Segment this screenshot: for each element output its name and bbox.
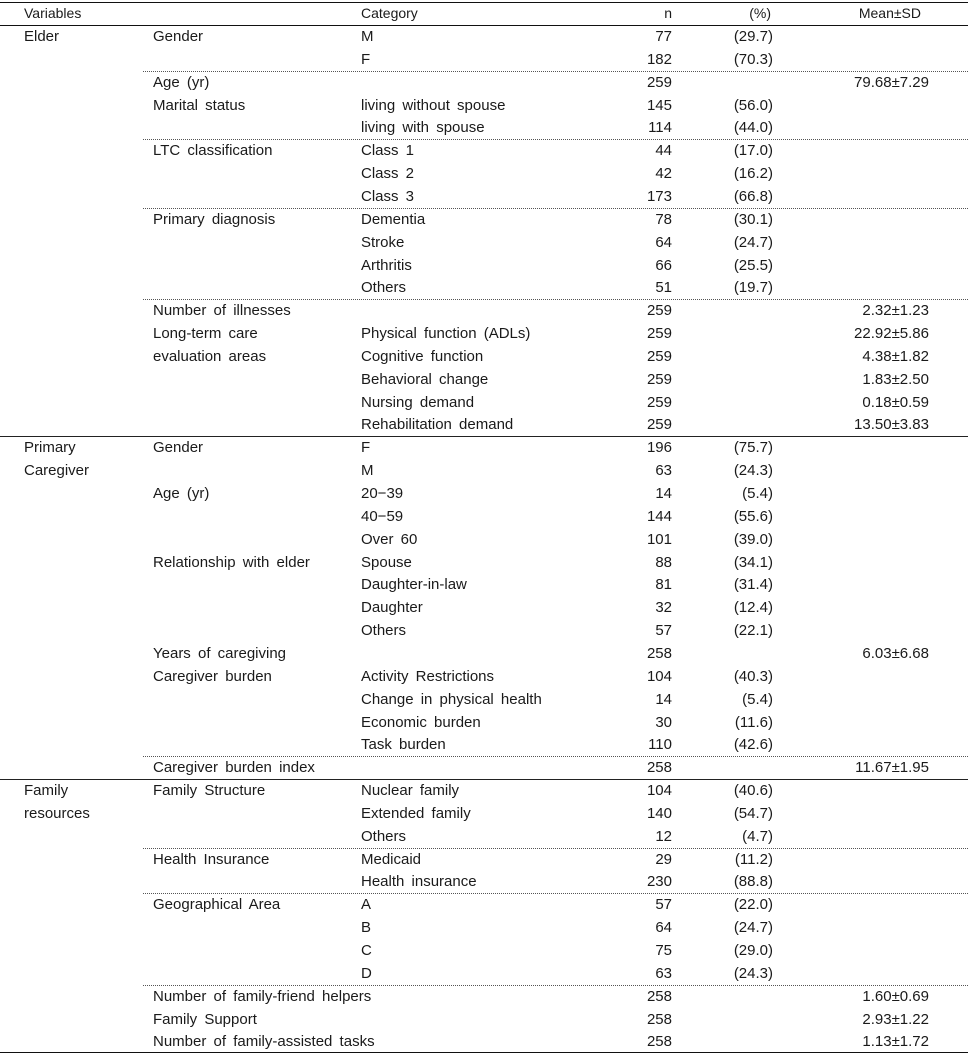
row-category: Class 3: [361, 187, 415, 205]
row-variable: LTC classification: [153, 142, 273, 160]
row-variable: Primary diagnosis: [153, 210, 276, 228]
header-bottom-rule: [0, 25, 968, 26]
row-n: 57: [655, 896, 672, 914]
section-label: Elder: [24, 28, 60, 45]
row-n: 30: [655, 713, 672, 731]
row-category: Task burden: [361, 736, 446, 754]
row-category: D: [361, 964, 372, 982]
row-percent: (11.6): [734, 713, 773, 731]
header-variables: Variables: [24, 5, 82, 21]
row-category: 20−39: [361, 485, 404, 502]
row-percent: (39.0): [733, 530, 773, 548]
row-variable: Number of family-friend helpers: [153, 987, 372, 1005]
row-percent: (75.7): [733, 439, 773, 457]
table-top-rule: [0, 2, 968, 3]
row-n: 173: [646, 187, 672, 205]
row-variable: Age (yr): [153, 73, 210, 91]
row-n: 258: [646, 987, 672, 1005]
row-n: 104: [646, 782, 672, 800]
section-label: resources: [24, 804, 90, 822]
row-n: 258: [646, 1033, 672, 1051]
row-category: Extended family: [361, 804, 471, 822]
row-category: Economic burden: [361, 713, 481, 731]
row-n: 101: [646, 530, 672, 548]
row-percent: (19.7): [733, 279, 773, 297]
row-percent: (55.6): [733, 507, 773, 525]
row-n: 259: [646, 393, 672, 411]
row-category: Daughter-in-law: [361, 576, 467, 594]
row-n: 259: [646, 370, 672, 388]
header-pct: (%): [749, 5, 771, 21]
row-category: Others: [361, 827, 407, 845]
section-label: Primary: [24, 439, 76, 457]
row-n: 259: [646, 73, 672, 91]
row-n: 78: [655, 210, 672, 228]
row-percent: (11.2): [734, 850, 773, 868]
row-n: 63: [655, 964, 672, 982]
row-variable: Family Structure: [153, 782, 266, 800]
row-percent: (5.4): [742, 690, 773, 708]
row-n: 44: [655, 142, 672, 160]
row-n: 145: [646, 96, 672, 114]
row-n: 114: [648, 119, 672, 137]
row-n: 259: [646, 325, 672, 343]
row-category: Class 2: [361, 165, 415, 183]
row-mean-sd: 1.60±0.69: [862, 987, 929, 1005]
header-category: Category: [361, 5, 418, 21]
row-category: Dementia: [361, 210, 426, 228]
row-category: living without spouse: [361, 96, 506, 114]
row-percent: (29.7): [733, 28, 773, 45]
row-mean-sd: 4.38±1.82: [862, 347, 929, 365]
row-category: Over 60: [361, 530, 418, 548]
row-percent: (4.7): [742, 827, 773, 845]
row-percent: (16.2): [733, 165, 773, 183]
row-n: 140: [646, 804, 672, 822]
row-variable: evaluation areas: [153, 347, 267, 365]
row-mean-sd: 2.32±1.23: [862, 302, 929, 320]
row-percent: (88.8): [733, 873, 773, 891]
row-category: Rehabilitation demand: [361, 416, 514, 434]
row-n: 14: [655, 690, 672, 708]
row-percent: (44.0): [733, 119, 773, 137]
section-label: Family: [24, 782, 69, 800]
row-category: Nursing demand: [361, 393, 475, 411]
row-percent: (54.7): [733, 804, 773, 822]
row-mean-sd: 6.03±6.68: [862, 644, 929, 662]
row-n: 258: [646, 1010, 672, 1028]
row-variable: Age (yr): [153, 485, 210, 502]
row-category: B: [361, 919, 372, 937]
row-n: 57: [655, 622, 672, 640]
row-variable: Geographical Area: [153, 896, 281, 914]
row-variable: Years of caregiving: [153, 644, 287, 662]
row-n: 196: [646, 439, 672, 457]
row-percent: (40.3): [733, 667, 773, 685]
row-percent: (24.3): [733, 964, 773, 982]
row-mean-sd: 22.92±5.86: [854, 325, 929, 343]
row-n: 259: [646, 347, 672, 365]
row-n: 88: [655, 553, 672, 571]
row-category: Health insurance: [361, 873, 477, 891]
row-n: 258: [646, 644, 672, 662]
header-n: n: [664, 5, 672, 21]
row-category: Others: [361, 622, 407, 640]
row-category: Activity Restrictions: [361, 667, 495, 685]
row-n: 104: [646, 667, 672, 685]
row-n: 51: [655, 279, 672, 297]
header-mean-sd: Mean±SD: [858, 5, 921, 21]
row-n: 42: [655, 165, 672, 183]
row-percent: (12.4): [733, 599, 773, 617]
row-category: Physical function (ADLs): [361, 325, 531, 343]
row-n: 14: [655, 485, 672, 502]
section-label: Caregiver: [24, 462, 90, 480]
row-percent: (24.3): [733, 462, 773, 480]
row-category: F: [361, 439, 371, 457]
row-category: M: [361, 28, 374, 45]
row-variable: Long-term care: [153, 325, 258, 343]
row-n: 81: [655, 576, 672, 594]
row-category: 40−59: [361, 507, 404, 525]
row-category: A: [361, 896, 372, 914]
row-percent: (30.1): [733, 210, 773, 228]
row-percent: (56.0): [733, 96, 773, 114]
row-n: 144: [646, 507, 672, 525]
row-category: living with spouse: [361, 119, 485, 137]
row-variable: Caregiver burden: [153, 667, 272, 685]
row-n: 64: [655, 919, 672, 937]
row-n: 230: [646, 873, 672, 891]
row-percent: (17.0): [733, 142, 773, 160]
row-percent: (25.5): [733, 256, 773, 274]
row-n: 32: [655, 599, 672, 617]
row-n: 182: [646, 50, 672, 68]
row-variable: Marital status: [153, 96, 246, 114]
row-category: Daughter: [361, 599, 423, 617]
row-n: 29: [655, 850, 672, 868]
row-n: 259: [646, 302, 672, 320]
row-percent: (40.6): [733, 782, 773, 800]
row-variable: Gender: [153, 28, 204, 45]
row-category: F: [361, 50, 371, 68]
row-percent: (34.1): [733, 553, 773, 571]
row-mean-sd: 13.50±3.83: [854, 416, 929, 434]
row-n: 12: [655, 827, 672, 845]
section-rule: [0, 436, 968, 437]
row-percent: (22.1): [733, 622, 773, 640]
row-variable: Relationship with elder: [153, 553, 310, 571]
row-category: Medicaid: [361, 850, 422, 868]
row-category: Cognitive function: [361, 347, 484, 365]
row-n: 66: [655, 256, 672, 274]
row-mean-sd: 0.18±0.59: [862, 393, 929, 411]
row-variable: Health Insurance: [153, 850, 270, 868]
row-variable: Caregiver burden index: [153, 759, 315, 777]
row-n: 77: [655, 28, 672, 45]
row-percent: (24.7): [733, 233, 773, 251]
row-category: Arthritis: [361, 256, 412, 274]
row-variable: Family Support: [153, 1010, 257, 1028]
row-category: Behavioral change: [361, 370, 489, 388]
row-category: Nuclear family: [361, 782, 460, 800]
row-category: Spouse: [361, 553, 412, 571]
row-n: 110: [648, 736, 672, 754]
row-n: 64: [655, 233, 672, 251]
row-percent: (42.6): [733, 736, 773, 754]
row-n: 63: [655, 462, 672, 480]
row-variable: Gender: [153, 439, 204, 457]
row-percent: (22.0): [733, 896, 773, 914]
row-mean-sd: 11.67±1.95: [855, 759, 929, 777]
row-category: Class 1: [361, 142, 415, 160]
row-n: 258: [646, 759, 672, 777]
row-category: Stroke: [361, 233, 405, 251]
row-category: M: [361, 462, 374, 480]
row-variable: Number of family-assisted tasks: [153, 1033, 375, 1051]
section-rule: [0, 779, 968, 780]
row-percent: (70.3): [733, 50, 773, 68]
row-percent: (31.4): [733, 576, 773, 594]
row-mean-sd: 2.93±1.22: [862, 1010, 929, 1028]
row-percent: (66.8): [733, 187, 773, 205]
row-category: Others: [361, 279, 407, 297]
row-category: Change in physical health: [361, 690, 542, 708]
row-mean-sd: 1.13±1.72: [862, 1033, 929, 1051]
row-percent: (24.7): [733, 919, 773, 937]
row-mean-sd: 1.83±2.50: [862, 370, 929, 388]
row-n: 75: [655, 942, 672, 959]
row-variable: Number of illnesses: [153, 302, 291, 320]
row-category: C: [361, 942, 372, 959]
table-bottom-rule: [0, 1052, 968, 1053]
row-percent: (29.0): [733, 942, 773, 959]
row-n: 259: [646, 416, 672, 434]
row-percent: (5.4): [742, 485, 773, 502]
row-mean-sd: 79.68±7.29: [854, 73, 929, 91]
group-rule: [143, 71, 968, 72]
